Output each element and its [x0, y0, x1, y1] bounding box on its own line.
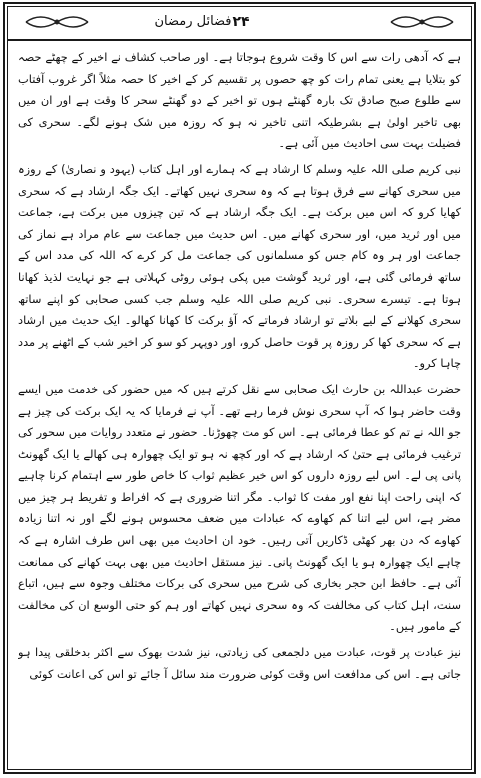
paragraph: ہے کہ آدھی رات سے اس کا وقت شروع ہوجاتا ہے۔ اور صاحب کشاف نے اخیر کے چھٹے حصہ کو بتلایا ہے یعنی تمام رات کو چھ حصوں پر تقسیم کر کے اخیر کا حصہ مثلاً اگر غروب آفتاب سے طلوع صبح صادق تک بارہ گھنٹے ہوں تو اخیر کے دو گھنٹے سحر کا وقت ہے اور ان میں بھی تاخیر اولیٰ ہے بشرطیکہ اتنی تاخیر نہ ہو کہ روزہ میں شک ہونے لگے۔ سحری کی فضیلت بہت سی احادیث میں آئی ہے۔: [18, 50, 461, 151]
page-header: [8, 7, 471, 41]
paragraph: حضرت عبداللہ بن حارث ایک صحابی سے نقل کرتے ہیں کہ میں حضور کی خدمت میں ایسے وقت حاضر ہوا کہ آپ سحری نوش فرما رہے تھے۔ آپ نے فرمایا کہ یہ ایک برکت کی چیز ہے جو اللہ نے تم کو عطا فرمائی ہے۔ اس کو مت چھوڑنا۔ حضور نے متعدد روایات میں سحور کی ترغیب فرمائی ہے حتیٰ کہ ارشاد ہے کہ اور کچھ نہ ہو تو ایک چھوارہ ہی کھالے یا ایک گھونٹ پانی پی لے۔ اس لیے روزہ داروں کو اس خیر عظیم ثواب کا خاص طور سے اہتمام کرنا چاہیے کہ اپنی راحت اپنا نفع اور مفت کا ثواب۔ مگر اتنا ضروری ہے کہ افراط و تفریط ہر چیز میں مضر ہے، اس لیے اتنا کم کھاوے کہ عبادات میں ضعف محسوس ہونے لگے اور نہ اتنا زیادہ کھاوے کہ دن بھر کھٹی ڈکاریں آتی رہیں۔ خود ان احادیث میں بھی اس طرف اشارہ ہے کہ چاہے ایک چھوارہ ہو یا ایک گھونٹ پانی۔ نیز مستقل احادیث میں بھی بہت کھانے کی ممانعت آئی ہے۔ حافظ ابن حجر بخاری کی شرح میں سحری کی برکات مختلف وجوہ سے ہیں، اتباع سنت، اہل کتاب کی مخالفت کہ وہ سحری نہیں کھاتے اور ہم کو حتی الوسع ان کی مخالفت کے مامور ہیں۔: [18, 381, 461, 634]
page-number: ۲۴: [232, 14, 250, 30]
body-text: [18, 47, 461, 761]
page-frame: [3, 2, 476, 774]
ornament-right-icon: [387, 10, 457, 34]
ornament-left-icon: [22, 10, 92, 34]
paragraph: نیز عبادت پر قوت، عبادت میں دلجمعی کی زیادتی، نیز شدت بھوک سے اکثر بدخلقی پیدا ہو جاتی ہے۔ اس کی مدافعت اس وقت کوئی ضرورت مند سائل آ جائے تو اس کی اعانت کوئی: [18, 645, 461, 681]
header-ornament-left: [22, 10, 92, 34]
paragraph: نبی کریم صلی اللہ علیہ وسلم کا ارشاد ہے کہ ہمارے اور اہل کتاب (یہود و نصاریٰ) کے روزہ میں سحری کھانے سے فرق ہوتا ہے کہ وہ سحری نہیں کھاتے۔ ایک جگہ ارشاد ہے کہ سحری کھایا کرو کہ اس میں برکت ہے۔ ایک جگہ ارشاد ہے کہ تین چیزوں میں برکت ہے، جماعت میں اور ثرید میں، اور سحری کھانے میں۔ اس حدیث میں جماعت سے عام مراد ہے نماز کی جماعت اور ہر وہ کام جس کو مسلمانوں کی جماعت مل کر کرے کہ اللہ کی مدد اس کے ساتھ فرمائی گئی ہے، اور ثرید گوشت میں پکی ہوئی روٹی کہلاتی ہے جو نہایت لذیذ کھانا ہوتا ہے۔ تیسرے سحری۔ نبی کریم صلی اللہ علیہ وسلم جب کسی صحابی کو اپنے ساتھ سحری کھلانے کے لیے بلاتے تو ارشاد فرماتے کہ آؤ برکت کا کھانا کھالو۔ ایک حدیث میں ارشاد ہے کہ سحری کھا کر روزہ پر قوت حاصل کرو، اور دوپہر کو سو کر اخیر شب کے اٹھنے پر مدد چاہا کرو۔: [18, 161, 461, 371]
header-ornament-right: [387, 10, 457, 34]
header-title: فضائل رمضان: [154, 14, 232, 29]
page-inner-frame: [7, 6, 472, 770]
